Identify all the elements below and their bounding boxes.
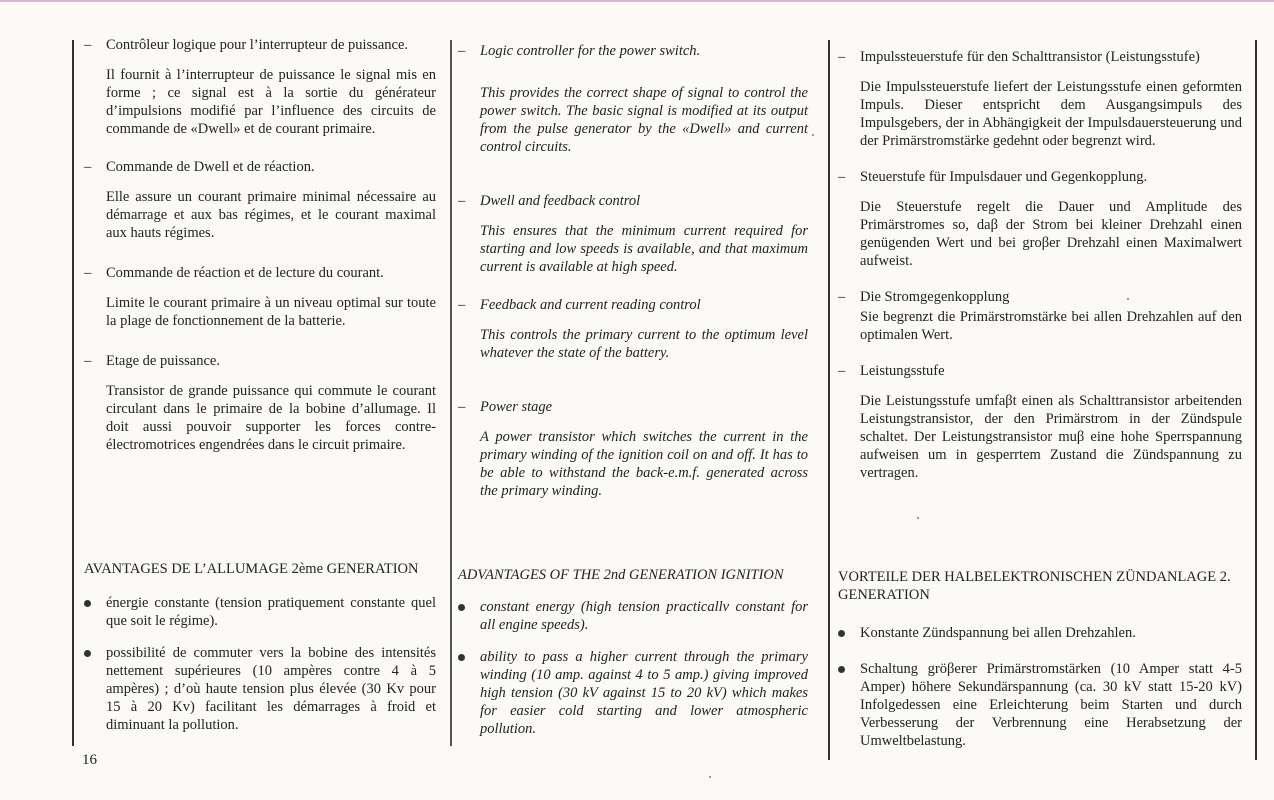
column-divider-2	[828, 40, 830, 760]
item-title: Power stage	[480, 399, 553, 415]
dash-marker: –	[84, 37, 92, 53]
bullet-dot	[838, 666, 845, 673]
item-title: Logic controller for the power switch.	[480, 43, 701, 59]
fr-item-power-stage	[84, 352, 436, 454]
dash-marker: –	[458, 297, 466, 313]
item-body: A power transistor which switches the current in the primary winding of the ignition coil on and off. It has to be able to withstand the back-e.m.f. generated across the primary winding.	[480, 429, 808, 499]
item-body: This ensures that the minimum current required for starting and low speeds is available, and that maximum current is available at high speed.	[480, 223, 808, 275]
dash-marker: –	[458, 193, 466, 209]
scan-speck	[709, 776, 711, 778]
item-body: Die Leistungsstufe umfaβt einen als Schalttransistor arbeitenden Leistungstransistor, der den Primärstrom in der Zündspule schaltet. Der Leistungstransistor muβ eine hohe Sperrspannung aufweisen um in gesperrtem Zustand die Zündspannung zu vertragen.	[860, 393, 1242, 481]
item-title: Steuerstufe für Impulsdauer und Gegenkopplung.	[860, 169, 1148, 185]
bullet-dot	[838, 630, 845, 637]
item-title: Leistungsstufe	[860, 363, 945, 379]
fr-item-feedback	[84, 264, 436, 330]
column-divider-1	[450, 40, 452, 746]
german-column	[838, 48, 1242, 482]
dash-marker: –	[458, 43, 466, 59]
item-title: Dwell and feedback control	[480, 193, 641, 209]
dash-marker: –	[838, 169, 846, 185]
fr-item-logic-controller	[84, 36, 436, 138]
dash-marker: –	[84, 159, 92, 175]
scan-speck	[1127, 298, 1129, 300]
item-body: This controls the primary current to the optimum level whatever the state of the battery.	[480, 327, 808, 361]
de-item-current-feedback	[838, 288, 1242, 344]
advantage-item: Konstante Zündspannung bei allen Drehzahlen.	[838, 624, 1242, 642]
item-title: Commande de réaction et de lecture du courant.	[106, 265, 384, 281]
advantages-title: ADVANTAGES OF THE 2nd GENERATION IGNITION	[458, 567, 784, 583]
item-title: Feedback and current reading control	[480, 297, 701, 313]
advantages-title: VORTEILE DER HALBELEKTRONISCHEN ZÜNDANLAGE 2. GENERATION	[838, 569, 1231, 603]
item-body: Die Steuerstufe regelt die Dauer und Amplitude des Primärstromes so, daβ der Strom bei kleiner Drehzahl einen genügenden Wert und bei groβer Drehzahl einen Maximalwert aufweist.	[860, 199, 1242, 269]
de-item-control-stage	[838, 168, 1242, 270]
scan-speck	[812, 134, 814, 136]
bullet-dot	[84, 650, 91, 657]
dash-marker: –	[838, 363, 846, 379]
dash-marker: –	[84, 353, 92, 369]
item-body: Transistor de grande puissance qui commute le courant circulant dans le primaire de la bobine d’allumage. Il doit aussi pouvoir supporter les forces contre-électromotrices engendrées dans le circuit primaire.	[106, 383, 436, 453]
english-advantages	[458, 566, 808, 738]
french-advantages	[84, 560, 436, 734]
advantage-item: Schaltung gröβerer Primärstromstärken (10 Amper statt 4-5 Amper) höhere Sekundärspannung (ca. 30 kV statt 15-20 kV) Infolgedessen eine Erleichterung beim Starten und durch Verbesserung der Verbrennung eine Herabsetzung der Umweltbelastung.	[838, 660, 1242, 750]
bullet-dot	[458, 604, 465, 611]
dash-marker: –	[458, 399, 466, 415]
de-item-power-stage	[838, 362, 1242, 482]
item-body: Limite le courant primaire à un niveau optimal sur toute la plage de fonctionnement de la batterie.	[106, 295, 436, 329]
english-column	[458, 42, 808, 500]
top-edge-line	[0, 0, 1274, 2]
en-item-logic-controller	[458, 42, 808, 156]
item-title: Commande de Dwell et de réaction.	[106, 159, 315, 175]
dash-marker: –	[838, 49, 846, 65]
en-item-dwell	[458, 192, 808, 276]
page-number: 16	[82, 752, 97, 768]
french-column	[84, 36, 436, 454]
item-title: Die Stromgegenkopplung	[860, 289, 1010, 305]
scan-speck	[917, 517, 919, 519]
en-item-feedback	[458, 296, 808, 362]
item-body: This provides the correct shape of signal to control the power switch. The basic signal is modified at its output from the pulse generator by the «Dwell» and current control circuits.	[480, 85, 808, 155]
advantage-item: possibilité de commuter vers la bobine des intensités nettement supérieures (10 ampères contre 4 à 5 ampères) ; d’où haute tension plus élevée (30 Kv pour 15 à 20 Kv) facilitant les démarrages à froid et diminuant la pollution.	[84, 644, 436, 734]
fr-item-dwell	[84, 158, 436, 242]
item-body: Elle assure un courant primaire minimal nécessaire au démarrage et aux bas régimes, et le courant maximal aux hauts régimes.	[106, 189, 436, 241]
item-body: Die Impulssteuerstufe liefert der Leistungsstufe einen geformten Impuls. Dieser entspricht dem Ausgangsimpuls des Impulsgebers, der in Abhängigkeit der Impulsdauersteuerung und der Primärstromstärke gedehnt oder begrenzt wird.	[860, 79, 1242, 149]
advantage-item: énergie constante (tension pratiquement constante quel que soit le régime).	[84, 594, 436, 630]
dash-marker: –	[84, 265, 92, 281]
right-margin-rule	[1255, 40, 1257, 760]
dash-marker: –	[838, 289, 846, 305]
item-body: Sie begrenzt die Primärstromstärke bei allen Drehzahlen auf den optimalen Wert.	[860, 309, 1242, 343]
bullet-dot	[458, 654, 465, 661]
item-title: Contrôleur logique pour l’interrupteur de puissance.	[106, 37, 409, 53]
german-advantages	[838, 568, 1242, 750]
item-title: Etage de puissance.	[106, 353, 220, 369]
en-item-power-stage	[458, 398, 808, 500]
advantage-item: constant energy (high tension practicallv constant for all engine speeds).	[458, 598, 808, 634]
left-margin-rule	[72, 40, 74, 746]
item-body: Il fournit à l’interrupteur de puissance le signal mis en forme ; ce signal est à la sortie du générateur d’impulsions modifié par l’influence des circuits de commande de «Dwell» et de courant primaire.	[106, 67, 436, 137]
advantage-item: ability to pass a higher current through the primary winding (10 amp. against 4 to 5 amp.) giving improved high tension (30 kV against 15 to 20 kV) which makes for easier cold starting and lower atmospheric pollution.	[458, 648, 808, 738]
item-title: Impulssteuerstufe für den Schalttransistor (Leistungsstufe)	[860, 49, 1200, 65]
advantages-title: AVANTAGES DE L’ALLUMAGE 2ème GENERATION	[84, 561, 419, 577]
de-item-pulse-control	[838, 48, 1242, 150]
bullet-dot	[84, 600, 91, 607]
